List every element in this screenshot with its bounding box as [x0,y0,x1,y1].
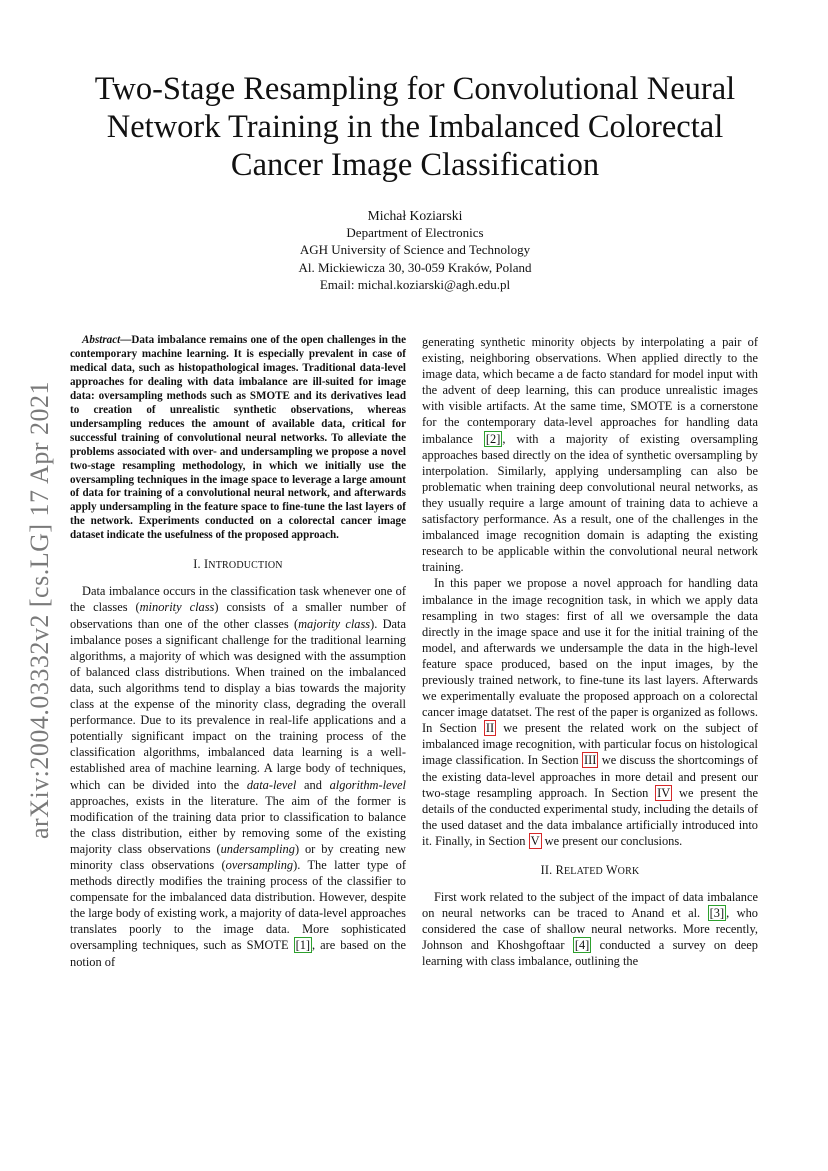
emphasis: undersampling [220,841,295,856]
emphasis: algorithm-level [329,777,406,792]
emphasis: data-level [246,777,297,792]
citation-link[interactable]: [3] [709,906,725,921]
section-title-initial: R [555,863,564,877]
author-department: Department of Electronics [346,225,484,241]
text-run: approaches, exists in the literature. The aim of the former is modification of the training data prior to classification to balance the class distribution, either by removing some of the existing majority class observations ( [70,793,406,856]
arxiv-stamp [20,360,60,860]
section-link[interactable]: IV [657,785,671,800]
text-run: ). Data imbalance poses a significant challenge for the traditional learning algorithms, a majority of which was designed with the assumption of balanced class distributions. When trained on the imbalanced data, such algorithms tend to display a bias towards the majority class at the expense of the minority class, degrading the overall performance. Due to its prevalence in real-life applications and a potentially significant impact on the training process of the classification algorithms, imbalanced data learning is a well-established area of machine learning. A large body of techniques, which can be divided into the [70,616,406,792]
author-university: AGH University of Science and Technology [299,242,531,258]
section-heading-related-work [422,862,758,880]
left-column [70,334,406,970]
related-paragraph-1 [422,889,758,969]
text-run: , who considered the case of shallow neural networks. More recently, Johnson and Khoshgoftaar [422,906,758,953]
abstract-text: —Data imbalance remains one of the open challenges in the contemporary machine learning. It is especially prevalent in case of medical data, such as histopathological images. Traditional data-level approaches for dealing with data imbalance are ill-suited for image data: oversampling methods such as SMOTE and its derivatives lead to creation of unrealistic synthetic observations, whereas undersampling reduces the amount of available data, critical for successful training of convolutional neural networks. To alleviate the problems associated with over- and undersampling we propose a novel two-stage resampling methodology, in which we initially use the oversampling techniques in the image space to leverage a large amount of data for training of a convolutional neural network, and afterwards apply undersampling in the feature space to fine-tune the last layers of the network. Experiments conducted on a colorectal cancer image dataset indicate the usefulness of the proposed approach. [70,334,406,542]
citation-link[interactable]: [2] [485,431,501,446]
text-run: we present our conclusions. [541,833,683,848]
text-run: ). The latter type of methods directly modifies the training process of the classifier to compensate for the imbalanced data distribution. However, despite the large body of existing work, a majority of data-level approaches translates poorly to the image data. More sophisticated oversampling techniques, such as SMOTE [70,857,406,953]
text-run: In this paper we propose a novel approach for handling data imbalance in the image recognition task, in which we apply data resampling in two stages: first of all we oversample the data directly in the image space and use it for the initial training of the model, and afterwards we undersample the data in the high-level feature space produced, based on the input images, by the previously trained network, to fine-tune its last layers. Afterwards we experimentally evaluate the proposed approach on a colorectal cancer image datatset. The rest of the paper is organized as follows. In Section [422,576,758,736]
author-email: Email: michal.koziarski@agh.edu.pl [319,276,511,292]
citation-link[interactable]: [1] [295,938,311,953]
section-link[interactable]: V [530,833,540,848]
section-link[interactable]: III [583,753,597,768]
section-number: I. [193,557,201,572]
text-run: conducted a survey on deep learning with class imbalance, outlining the [422,938,758,969]
intro-paragraph-1-continued [422,334,758,575]
section-title-initial: I [204,557,209,572]
emphasis: majority class [298,616,371,631]
arxiv-identifier: arXiv:2004.03332v2 [cs.LG] 17 Apr 2021 [25,380,54,840]
author-block [180,207,650,293]
paper-title: Two-Stage Resampling for Convolutional Neural Network Training in the Imbalanced Colorectal Cancer Image Classification [94,71,736,183]
text-run: ) consists of a smaller number of observations than one of the other classes ( [70,600,406,631]
section-heading-introduction [70,556,406,574]
abstract-label: Abstract [82,334,121,346]
text-run: ) or by creating new minority class observations ( [70,841,406,872]
text-run: we discuss the shortcomings of the existing data-level approaches in more detail and present our two-stage resampling approach. In Section [422,753,758,800]
emphasis: oversampling [225,857,294,872]
text-run: First work related to the subject of the impact of data imbalance on neural networks can be traced to Anand et al. [422,890,758,921]
section-title-initial: W [605,863,618,877]
author-name: Michał Koziarski [367,208,463,223]
text-run: , are based on the notion of [70,938,406,969]
section-title-rest: ORK [617,866,640,877]
intro-paragraph-1 [70,583,406,969]
section-title-rest: ELATED [563,866,603,877]
abstract [70,334,406,543]
emphasis: minority class [139,600,215,615]
text-run: Data imbalance occurs in the classification task whenever one of the classes ( [70,584,406,615]
text-run: , with a majority of existing oversampling approaches based directly on the idea of synthetic oversampling by interpolation. Similarly, applying undersampling can also be problematic when training deep convolutional neural networks, as they usually require a large amount of training data to achieve a satisfactory performance. As a result, one of the challenges in the imbalanced image recognition domain is adapting the existing research to be applicable within the convolutional neural network training. [422,431,758,575]
text-run: generating synthetic minority objects by interpolating a pair of existing, neighboring observations. When applied directly to the image data, which became a de facto standard for model input with the advent of deep learning, this can produce unrealistic images with visible artifacts. At the same time, SMOTE is a cornerstone for the contemporary data-level approaches for handling data imbalance [422,335,758,446]
text-run: and [296,777,330,792]
text-run: we present the details of the conducted experimental study, including the details of the used dataset and the data imbalance artificially introduced into it. Finally, in Section [422,785,758,848]
text-run: we present the related work on the subject of imbalanced image recognition, with particular focus on histological image classification. In Section [422,721,758,768]
right-column [422,334,758,970]
author-address: Al. Mickiewicza 30, 30-059 Kraków, Poland [298,259,532,275]
section-number: II. [540,863,553,877]
intro-paragraph-2 [422,575,758,849]
citation-link[interactable]: [4] [574,938,590,953]
section-title-rest: NTRODUCTION [208,560,283,572]
section-link[interactable]: II [485,721,495,736]
